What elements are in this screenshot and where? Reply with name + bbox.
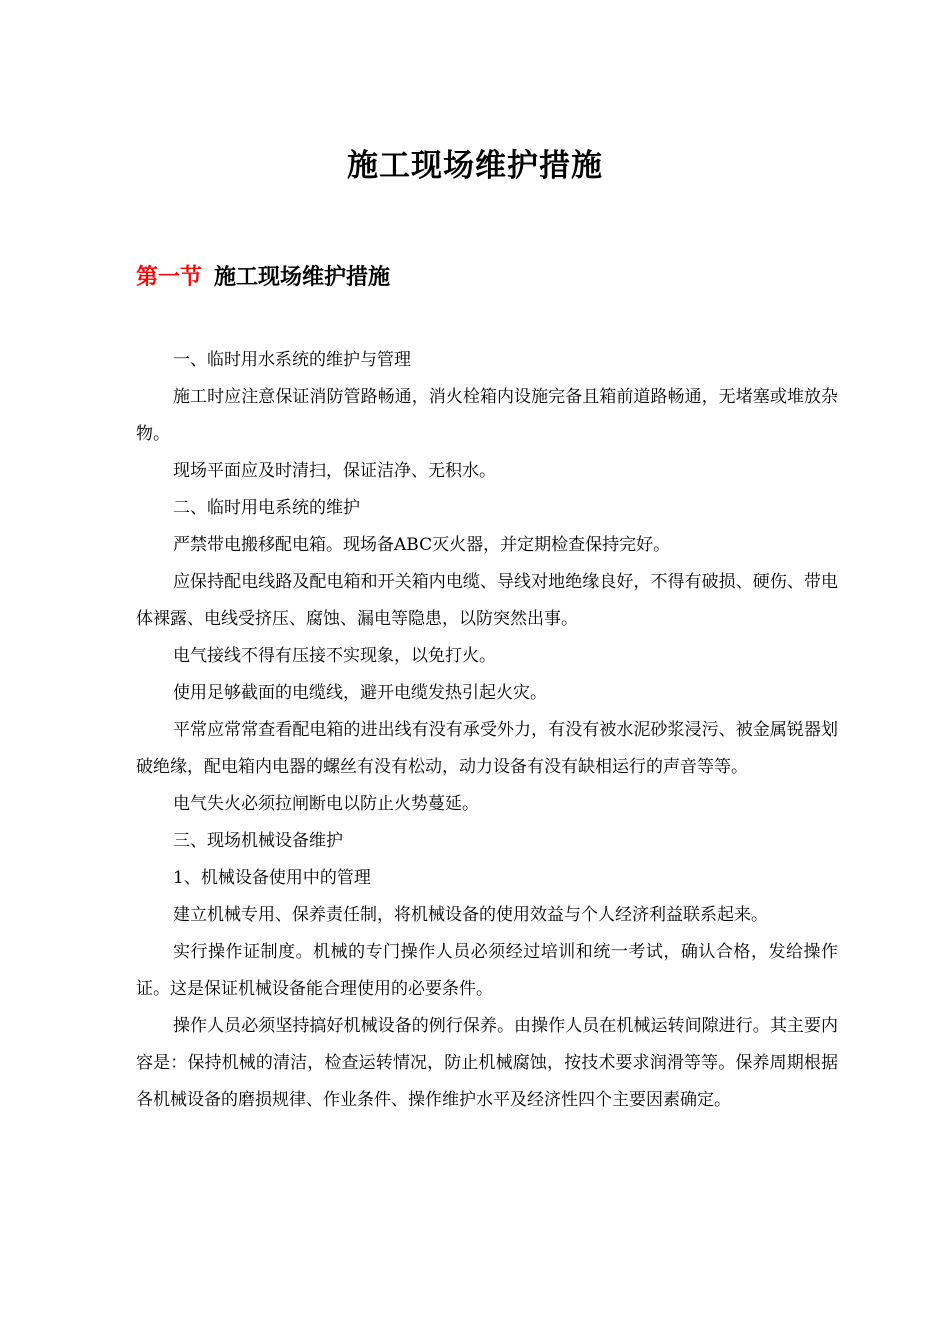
paragraph-responsibility: 建立机械专用、保养责任制，将机械设备的使用效益与个人经济利益联系起来。 (173, 905, 768, 925)
document-title: 施工现场维护措施 (347, 148, 603, 184)
subheading-machinery: 三、现场机械设备维护 (173, 831, 343, 851)
document-body (136, 342, 838, 1119)
paragraph-distribution-box: 严禁带电搬移配电箱。现场备ABC灭火器，并定期检查保持完好。 (173, 535, 671, 555)
section-title: 施工现场维护措施 (214, 265, 391, 290)
subheading-water-system: 一、临时用水系统的维护与管理 (173, 350, 411, 370)
section-heading (136, 262, 390, 294)
paragraph-maintenance: 操作人员必须坚持搞好机械设备的例行保养。由操作人员在机械运转间隙进行。其主要内容是：保持机械的清洁，检查运转情况，防止机械腐蚀，按技术要求润滑等等。保养周期根据各机械设备的磨损规律、作业条件、操作维护水平及经济性四个主要因素确定。 (136, 1016, 838, 1110)
subheading-electric-system: 二、临时用电系统的维护 (173, 498, 360, 518)
paragraph-operator-license: 实行操作证制度。机械的专门操作人员必须经过培训和统一考试，确认合格，发给操作证。这是保证机械设备能合理使用的必要条件。 (136, 942, 838, 999)
paragraph-insulation: 应保持配电线路及配电箱和开关箱内电缆、导线对地绝缘良好，不得有破损、硬伤、带电体裸露、电线受挤压、腐蚀、漏电等隐患，以防突然出事。 (136, 572, 838, 629)
paragraph-inspection: 平常应常常查看配电箱的进出线有没有承受外力，有没有被水泥砂浆浸污、被金属锐器划破绝缘，配电箱内电器的螺丝有没有松动，动力设备有没有缺相运行的声音等等。 (136, 720, 838, 777)
paragraph-wiring: 电气接线不得有压接不实现象，以免打火。 (173, 646, 496, 666)
section-number: 第一节 (136, 265, 203, 290)
paragraph-site-cleaning: 现场平面应及时清扫，保证洁净、无积水。 (173, 461, 496, 481)
paragraph-fire-pipeline: 施工时应注意保证消防管路畅通，消火栓箱内设施完备且箱前道路畅通，无堵塞或堆放杂物。 (136, 387, 838, 444)
paragraph-cable-section: 使用足够截面的电缆线，避开电缆发热引起火灾。 (173, 683, 547, 703)
paragraph-electric-fire: 电气失火必须拉闸断电以防止火势蔓延。 (173, 794, 479, 814)
subheading-machinery-usage: 1、机械设备使用中的管理 (173, 868, 371, 888)
